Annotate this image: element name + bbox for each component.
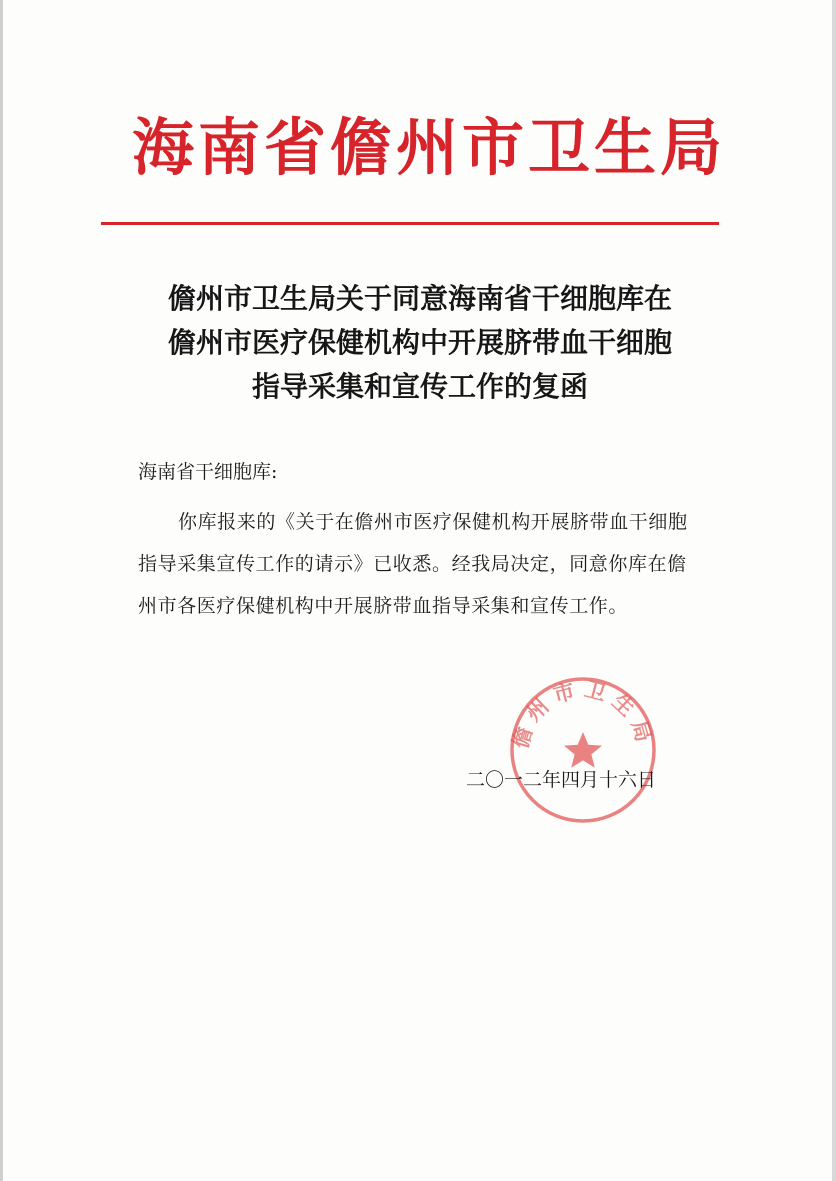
seal-text-path: 儋州市卫生局 [508,677,658,752]
title-line-3: 指导采集和宣传工作的复函 [251,370,588,403]
document-title [120,277,720,409]
seal-star-icon [564,732,602,768]
agency-letterhead: 海南省儋州市卫生局 [132,111,727,184]
scan-edge-right [832,0,836,1181]
document-date: 二〇一二年四月十六日 [466,769,657,791]
body-line-1: 你库报来的《关于在儋州市医疗保健机构开展脐带血干细胞 [178,511,688,533]
body-line-2: 指导采集宣传工作的请示》已收悉。经我局决定，同意你库在儋 [138,553,687,575]
title-line-1: 儋州市卫生局关于同意海南省干细胞库在 [167,282,672,315]
body-line-3: 州市各医疗保健机构中开展脐带血指导采集和宣传工作。 [138,595,629,617]
official-seal [508,675,658,825]
letterhead-divider [101,222,719,225]
addressee: 海南省干细胞库: [138,461,278,483]
scan-edge-left [0,0,3,1181]
title-line-2: 儋州市医疗保健机构中开展脐带血干细胞 [167,326,672,359]
